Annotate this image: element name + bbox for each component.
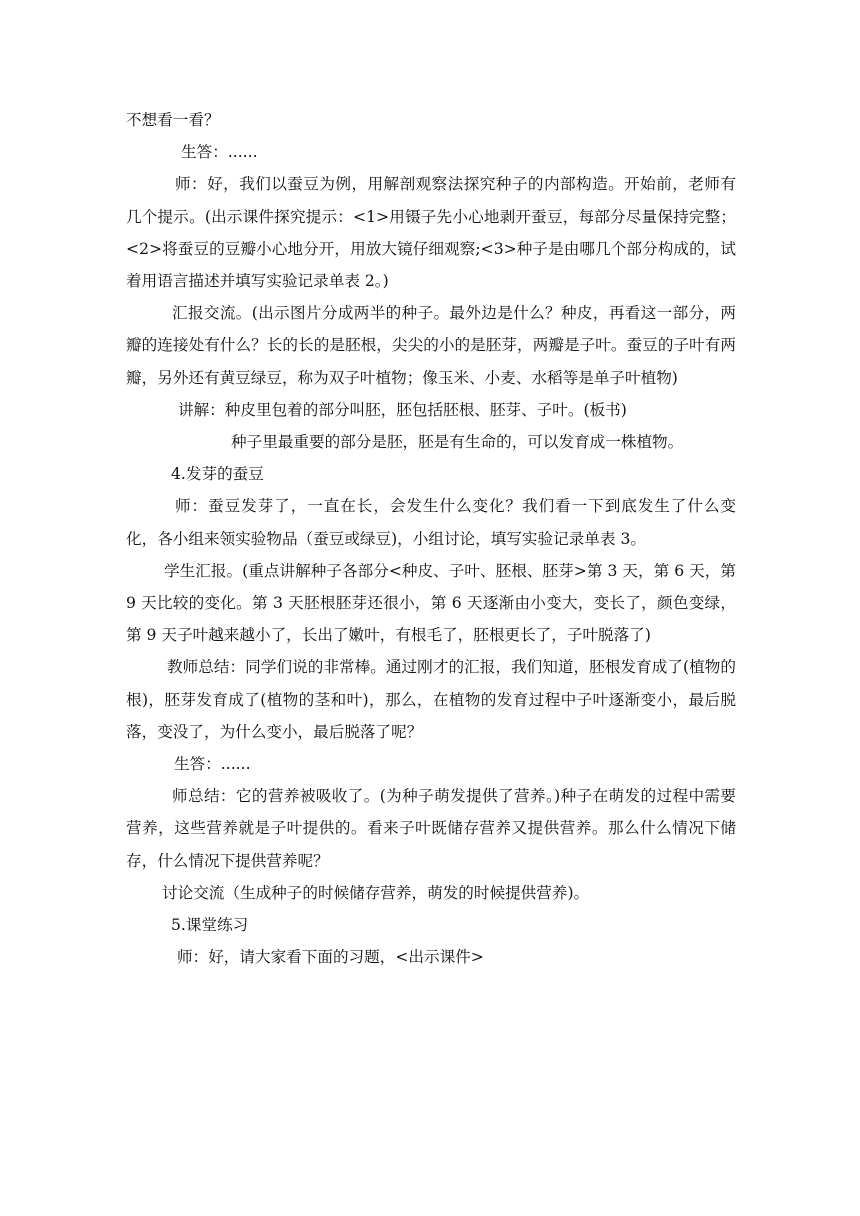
paragraph-student-report: 学生汇报。(重点讲解种子各部分<种皮、子叶、胚根、胚芽>第 3 天，第 6 天，第 9 天比较的变化。第 3 天胚根胚芽还很小，第 6 天逐渐由小变大，变长了，颜色变绿，第 9 天子叶越来越小了，长出了嫩叶，有根毛了，胚根更长了，子叶脱落了): [126, 561, 736, 645]
paragraph-question-ending: 不想看一看？: [126, 111, 220, 129]
paragraph-teacher-dissection-tips: 师：好，我们以蚕豆为例，用解剖观察法探究种子的内部构造。开始前，老师有几个提示。(出示课件探究提示：<1>用镊子先小心地剥开蚕豆，每部分尽量保持完整；<2>将蚕豆的豆瓣小心地分开，用放大镜仔细观察;<3>种子是由哪几个部分构成的，试着用语言描述并填写实验记录单表 2。): [126, 175, 736, 291]
paragraph-teacher-conclusion: 师总结：它的营养被吸收了。(为种子萌发提供了营养。)种子在萌发的过程中需要营养，这些营养就是子叶提供的。看来子叶既储存营养又提供营养。那么什么情况下储存，什么情况下提供营养呢？: [126, 787, 736, 870]
paragraph-explanation-embryo: 讲解：种皮里包着的部分叫胚，胚包括胚根、胚芽、子叶。(板书): [178, 400, 627, 419]
section-heading-4: 4.发芽的蚕豆: [171, 465, 264, 484]
paragraph-teacher-summary: 教师总结：同学们说的非常棒。通过刚才的汇报，我们知道，胚根发育成了(植物的根)，胚芽发育成了(植物的茎和叶)，那么，在植物的发育过程中子叶逐渐变小，最后脱落，变没了，为什么变小，最后脱落了呢？: [126, 658, 736, 741]
paragraph-report-exchange: 汇报交流。(出示图片分成两半的种子。最外边是什么？种皮，再看这一部分，两瓣的连接处有什么？长的长的是胚根，尖尖的小的是胚芽，两瓣是子叶。蚕豆的子叶有两瓣，另外还有黄豆绿豆，称为双子叶植物；像玉米、小麦、水稻等是单子叶植物): [126, 304, 736, 387]
paragraph-embryo-importance: 种子里最重要的部分是胚，胚是有生命的，可以发育成一株植物。: [231, 433, 684, 452]
section-heading-5: 5.课堂练习: [171, 916, 249, 935]
paragraph-student-answer-2: 生答：......: [174, 755, 251, 774]
paragraph-student-answer-1: 生答：......: [181, 143, 258, 162]
document-body: [126, 104, 736, 973]
paragraph-discussion: 讨论交流（生成种子的时候储存营养，萌发的时候提供营养)。: [162, 883, 590, 902]
paragraph-germination-question: 师：蚕豆发芽了，一直在长，会发生什么变化？我们看一下到底发生了什么变化，各小组来领实验物品（蚕豆或绿豆)，小组讨论，填写实验记录单表 3。: [126, 497, 736, 548]
paragraph-exercise-intro: 师：好，请大家看下面的习题，<出示课件>: [177, 948, 484, 967]
